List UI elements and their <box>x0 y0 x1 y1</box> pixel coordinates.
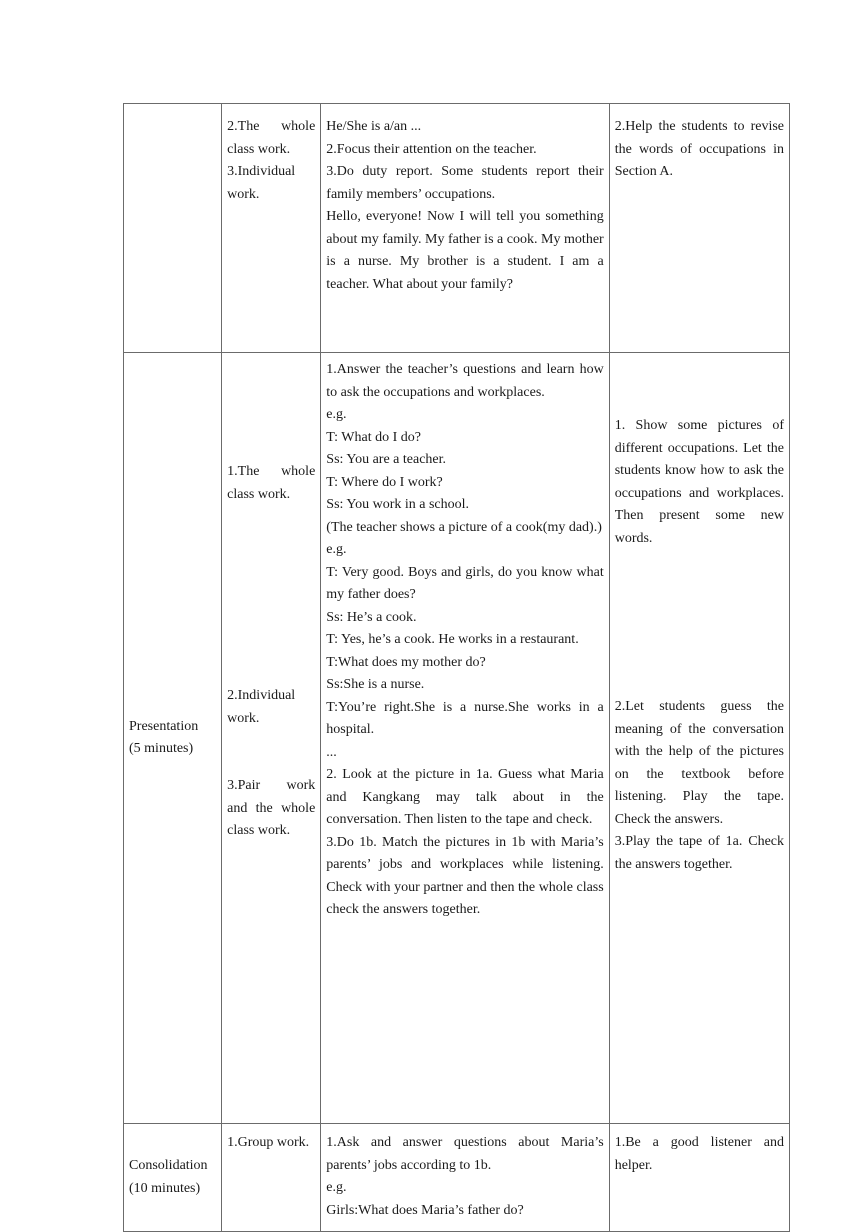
teacher-line: T: Where do I work? <box>326 474 443 490</box>
student-activity: 2.The whole class work. <box>227 119 316 157</box>
teacher-line: Ss: You are a teacher. <box>326 452 447 467</box>
purpose-cell <box>609 353 789 1124</box>
purpose-cell <box>609 1124 789 1232</box>
teacher-line: T: Yes, he’s a cook. He works in a restaurant. <box>326 632 579 647</box>
purpose-text: 1. Show some pictures of different occupations. Let the students know how to ask the occupations and workplaces. Then present some new words. <box>614 418 784 546</box>
student-activity-cell <box>222 1124 321 1232</box>
teacher-activity-cell <box>321 1124 609 1232</box>
teacher-line: e.g. <box>326 407 347 422</box>
stage-title: Consolidation <box>129 1158 208 1173</box>
teacher-line: Hello, everyone! Now I will tell you something about my family. My father is a cook. My mother is a nurse. My brother is a student. I am a teacher. What about your family? <box>326 209 604 292</box>
teacher-line: (The teacher shows a picture of a cook(my dad).) <box>326 519 602 535</box>
teacher-line: Ss: You work in a school. <box>326 497 470 512</box>
teacher-line: Ss: He’s a cook. <box>326 609 417 625</box>
student-activity: 1.The whole class work. <box>227 464 316 502</box>
student-activity: 3.Individual work. <box>227 164 296 202</box>
stage-title: Presentation <box>129 718 199 734</box>
teacher-line: Girls:What does Maria’s father do? <box>326 1202 524 1218</box>
student-activity: 2.Individual work. <box>227 688 296 726</box>
purpose-cell <box>609 104 789 353</box>
table-row <box>124 1124 790 1232</box>
stage-cell <box>124 104 222 353</box>
purpose-text: 3.Play the tape of 1a. Check the answers together. <box>614 834 784 872</box>
teacher-activity-cell <box>321 353 609 1124</box>
teacher-line: T:You’re right.She is a nurse.She works in a hospital. <box>326 699 604 737</box>
teacher-line: Ss:She is a nurse. <box>326 677 425 692</box>
teacher-line: 1.Ask and answer questions about Maria’s parents’ jobs according to 1b. <box>326 1135 604 1173</box>
teacher-line: T: What do I do? <box>326 429 421 445</box>
stage-duration: (5 minutes) <box>129 741 194 756</box>
teacher-line: 1.Answer the teacher’s questions and learn how to ask the occupations and workplaces. <box>326 362 604 400</box>
purpose-text: 2.Let students guess the meaning of the conversation with the help of the pictures on the textbook before listening. Play the tape. Check the answers. <box>614 699 784 827</box>
lesson-plan-table <box>123 103 790 1232</box>
teacher-line: ... <box>326 744 337 760</box>
teacher-activity-cell <box>321 104 609 353</box>
teacher-line: He/She is a/an ... <box>326 119 422 134</box>
teacher-line: 3.Do 1b. Match the pictures in 1b with Maria’s parents’ jobs and workplaces while listening. Check with your partner and then the whole class check the answers together. <box>326 834 604 917</box>
student-activity-cell <box>222 104 321 353</box>
student-activity: 1.Group work. <box>227 1135 310 1150</box>
stage-duration: (10 minutes) <box>129 1180 201 1196</box>
teacher-line: e.g. <box>326 1180 347 1195</box>
teacher-line: e.g. <box>326 542 347 557</box>
stage-cell <box>124 1124 222 1232</box>
purpose-text: 2.Help the students to revise the words of occupations in Section A. <box>614 119 784 179</box>
student-activity-cell <box>222 353 321 1124</box>
teacher-line: T: Very good. Boys and girls, do you know what my father does? <box>326 564 604 602</box>
purpose-text: 1.Be a good listener and helper. <box>614 1135 784 1173</box>
teacher-line: T:What does my mother do? <box>326 654 486 670</box>
teacher-line: 2. Look at the picture in 1a. Guess what Maria and Kangkang may talk about in the conversation. Then listen to the tape and check. <box>326 767 604 827</box>
table-row <box>124 353 790 1124</box>
teacher-line: 3.Do duty report. Some students report their family members’ occupations. <box>326 164 604 202</box>
teacher-line: 2.Focus their attention on the teacher. <box>326 141 537 157</box>
student-activity: 3.Pair work and the whole class work. <box>227 778 316 838</box>
stage-cell <box>124 353 222 1124</box>
table-row <box>124 104 790 353</box>
